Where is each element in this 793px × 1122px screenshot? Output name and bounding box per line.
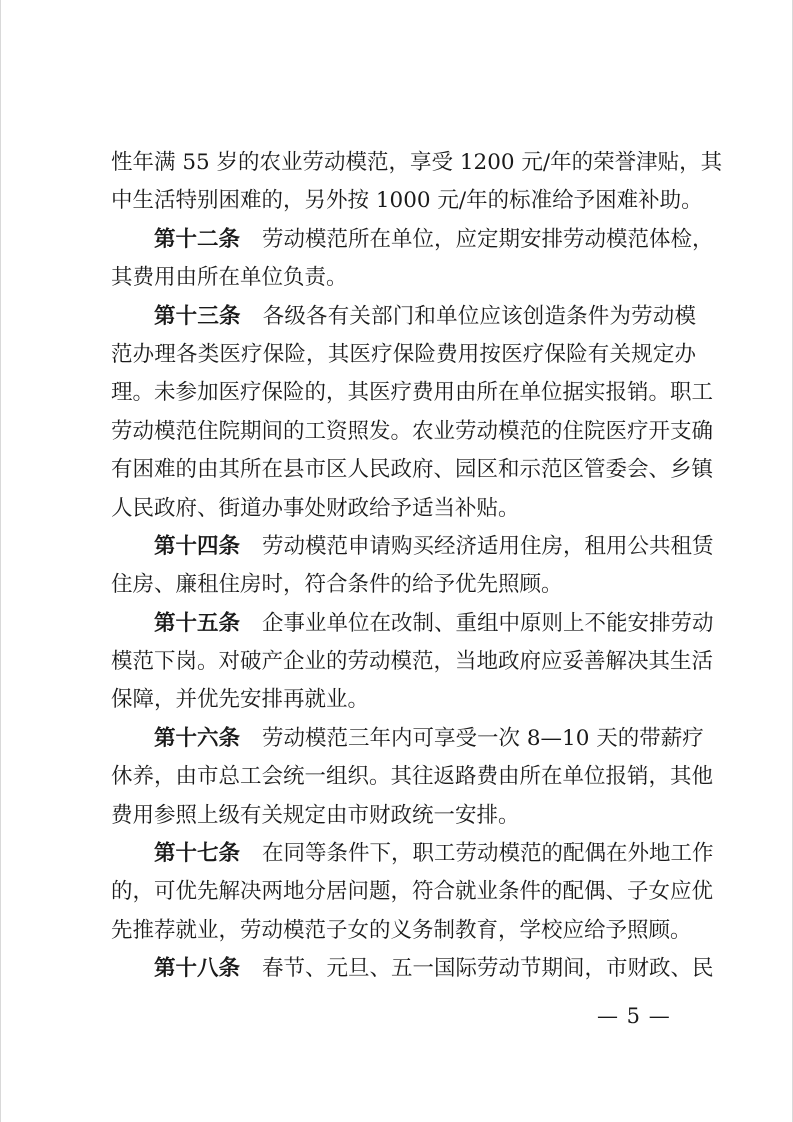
article-12-text: 劳动模范所在单位，应定期安排劳动模范体检，	[262, 226, 714, 252]
article-12-number: 第十二条	[154, 226, 241, 252]
article-15-first-line	[111, 605, 714, 643]
article-17-line: 的，可优先解决两地分居问题，符合就业条件的配偶、子女应优	[111, 879, 714, 905]
article-13-line: 人民政府、街道办事处财政给予适当补贴。	[111, 495, 520, 521]
article-15-number: 第十五条	[154, 610, 241, 636]
article-14-number: 第十四条	[154, 533, 241, 559]
article-13-line: 理。未参加医疗保险的，其医疗费用由所在单位据实报销。职工	[111, 380, 714, 406]
article-14-line: 住房、廉租住房时，符合条件的给予优先照顾。	[111, 572, 563, 598]
article-13-text: 各级各有关部门和单位应该创造条件为劳动模	[262, 303, 696, 329]
page-number: — 5 —	[597, 1004, 671, 1028]
article-16-line: 休养，由市总工会统一组织。其往返路费由所在单位报销，其他	[111, 764, 714, 790]
article-15-line: 模范下岗。对破产企业的劳动模范，当地政府应妥善解决其生活	[111, 649, 714, 675]
article-15-line: 保障，并优先安排再就业。	[111, 687, 370, 713]
article-14-text: 劳动模范申请购买经济适用住房，租用公共租赁	[262, 533, 714, 559]
article-13-line: 劳动模范住院期间的工资照发。农业劳动模范的住院医疗开支确	[111, 418, 714, 444]
article-16-first-line	[111, 720, 704, 758]
body-text	[111, 144, 723, 989]
article-13-number: 第十三条	[154, 303, 241, 329]
article-16-text: 劳动模范三年内可享受一次 8—10 天的带薪疗	[262, 725, 704, 751]
article-13-first-line	[111, 298, 696, 336]
article-17-first-line	[111, 835, 714, 873]
article-12-first-line	[111, 221, 714, 259]
article-16-number: 第十六条	[154, 725, 241, 751]
article-18-number: 第十八条	[154, 956, 241, 982]
article-17-line: 先推荐就业，劳动模范子女的义务制教育，学校应给予照顾。	[111, 917, 692, 943]
article-14-first-line	[111, 528, 714, 566]
article-12-line: 其费用由所在单位负责。	[111, 265, 348, 291]
article-15-text: 企事业单位在改制、重组中原则上不能安排劳动	[262, 610, 714, 636]
article-17-number: 第十七条	[154, 841, 241, 867]
article-17-text: 在同等条件下，职工劳动模范的配偶在外地工作	[262, 841, 714, 867]
article-13-line: 范办理各类医疗保险，其医疗保险费用按医疗保险有关规定办	[111, 341, 696, 367]
article-13-line: 有困难的由其所在县市区人民政府、园区和示范区管委会、乡镇	[111, 457, 714, 483]
article-11-line-2: 中生活特别困难的，另外按 1000 元/年的标准给予困难补助。	[111, 188, 703, 214]
article-18-text: 春节、元旦、五一国际劳动节期间，市财政、民	[262, 956, 714, 982]
article-18-first-line	[111, 950, 714, 988]
article-16-line: 费用参照上级有关规定由市财政统一安排。	[111, 802, 520, 828]
article-11-line-1: 性年满 55 岁的农业劳动模范，享受 1200 元/年的荣誉津贴，其	[111, 150, 723, 175]
